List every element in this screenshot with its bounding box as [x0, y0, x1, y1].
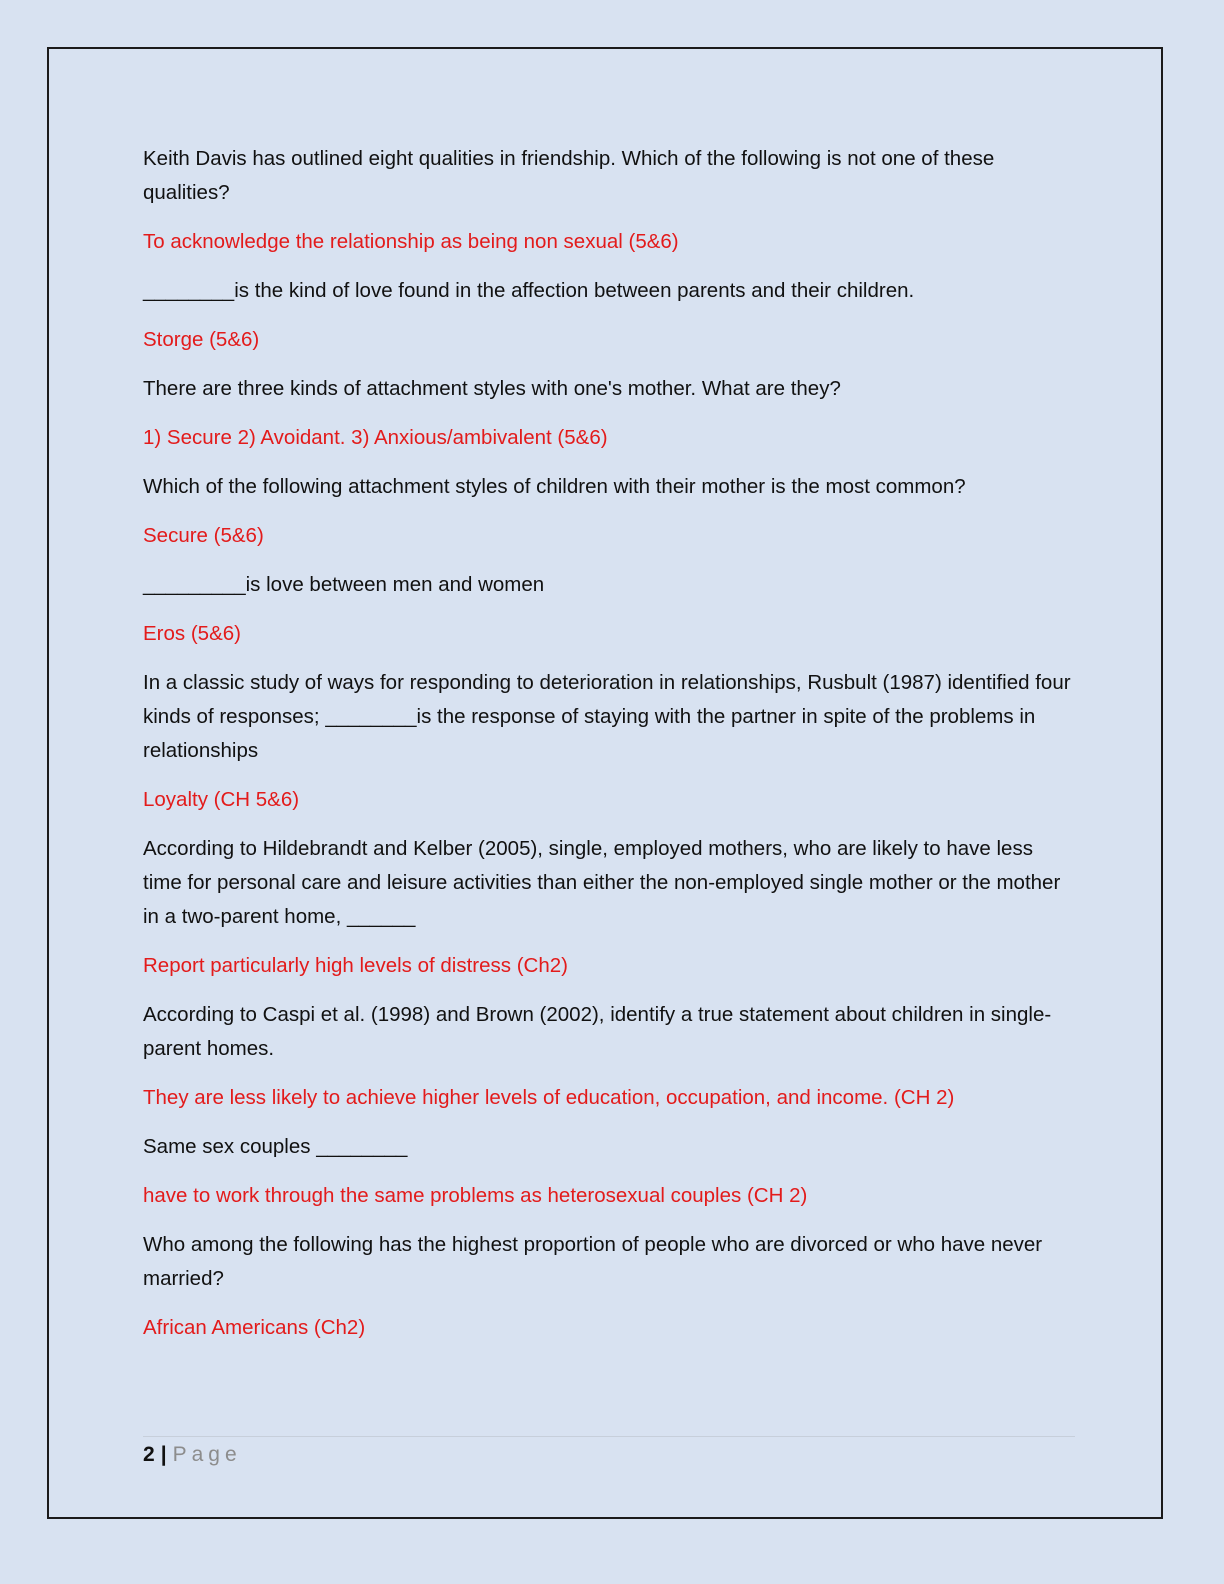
- question-text: _________is love between men and women: [143, 573, 545, 596]
- question-text: Who among the following has the highest proportion of people who are divorced or who have never married?: [143, 1233, 1043, 1290]
- answer-text: They are less likely to achieve higher levels of education, occupation, and income. (CH 2): [143, 1086, 955, 1109]
- answer-text: To acknowledge the relationship as being non sexual (5&6): [143, 230, 679, 253]
- qa-item: [143, 470, 1075, 553]
- question-text: ________is the kind of love found in the affection between parents and their children.: [143, 279, 915, 302]
- question-text: According to Caspi et al. (1998) and Brown (2002), identify a true statement about children in single-parent homes.: [143, 1003, 1052, 1060]
- page-label: Page: [172, 1443, 242, 1466]
- question-text: Which of the following attachment styles of children with their mother is the most common?: [143, 475, 966, 498]
- answer-text: Secure (5&6): [143, 524, 264, 547]
- answer-text: Report particularly high levels of distress (Ch2): [143, 954, 568, 977]
- answer-text: Storge (5&6): [143, 328, 260, 351]
- answer-text: Eros (5&6): [143, 622, 241, 645]
- document-body: [143, 142, 1075, 1360]
- question-text: Same sex couples ________: [143, 1135, 408, 1158]
- answer-text: have to work through the same problems as heterosexual couples (CH 2): [143, 1184, 808, 1207]
- page-footer: [143, 1440, 242, 1470]
- qa-item: [143, 832, 1075, 983]
- qa-item: [143, 998, 1075, 1115]
- footer-separator: |: [160, 1443, 167, 1466]
- qa-item: [143, 666, 1075, 817]
- qa-item: [143, 142, 1075, 259]
- qa-item: [143, 372, 1075, 455]
- qa-item: [143, 1228, 1075, 1345]
- answer-text: 1) Secure 2) Avoidant. 3) Anxious/ambivalent (5&6): [143, 426, 608, 449]
- qa-item: [143, 1130, 1075, 1213]
- question-text: In a classic study of ways for responding to deterioration in relationships, Rusbult (1987) identified four kinds of responses; ________is the response of staying with the partner in spite of the problems in relationships: [143, 671, 1071, 762]
- qa-item: [143, 568, 1075, 651]
- question-text: There are three kinds of attachment styles with one's mother. What are they?: [143, 377, 841, 400]
- answer-text: African Americans (Ch2): [143, 1316, 366, 1339]
- qa-item: [143, 274, 1075, 357]
- footer-divider: [143, 1436, 1075, 1437]
- page-number: 2: [143, 1443, 155, 1466]
- question-text: According to Hildebrandt and Kelber (2005), single, employed mothers, who are likely to have less time for personal care and leisure activities than either the non-employed single mother or the mother in a two-parent home, ______: [143, 837, 1061, 928]
- question-text: Keith Davis has outlined eight qualities in friendship. Which of the following is not one of these qualities?: [143, 147, 995, 204]
- answer-text: Loyalty (CH 5&6): [143, 788, 300, 811]
